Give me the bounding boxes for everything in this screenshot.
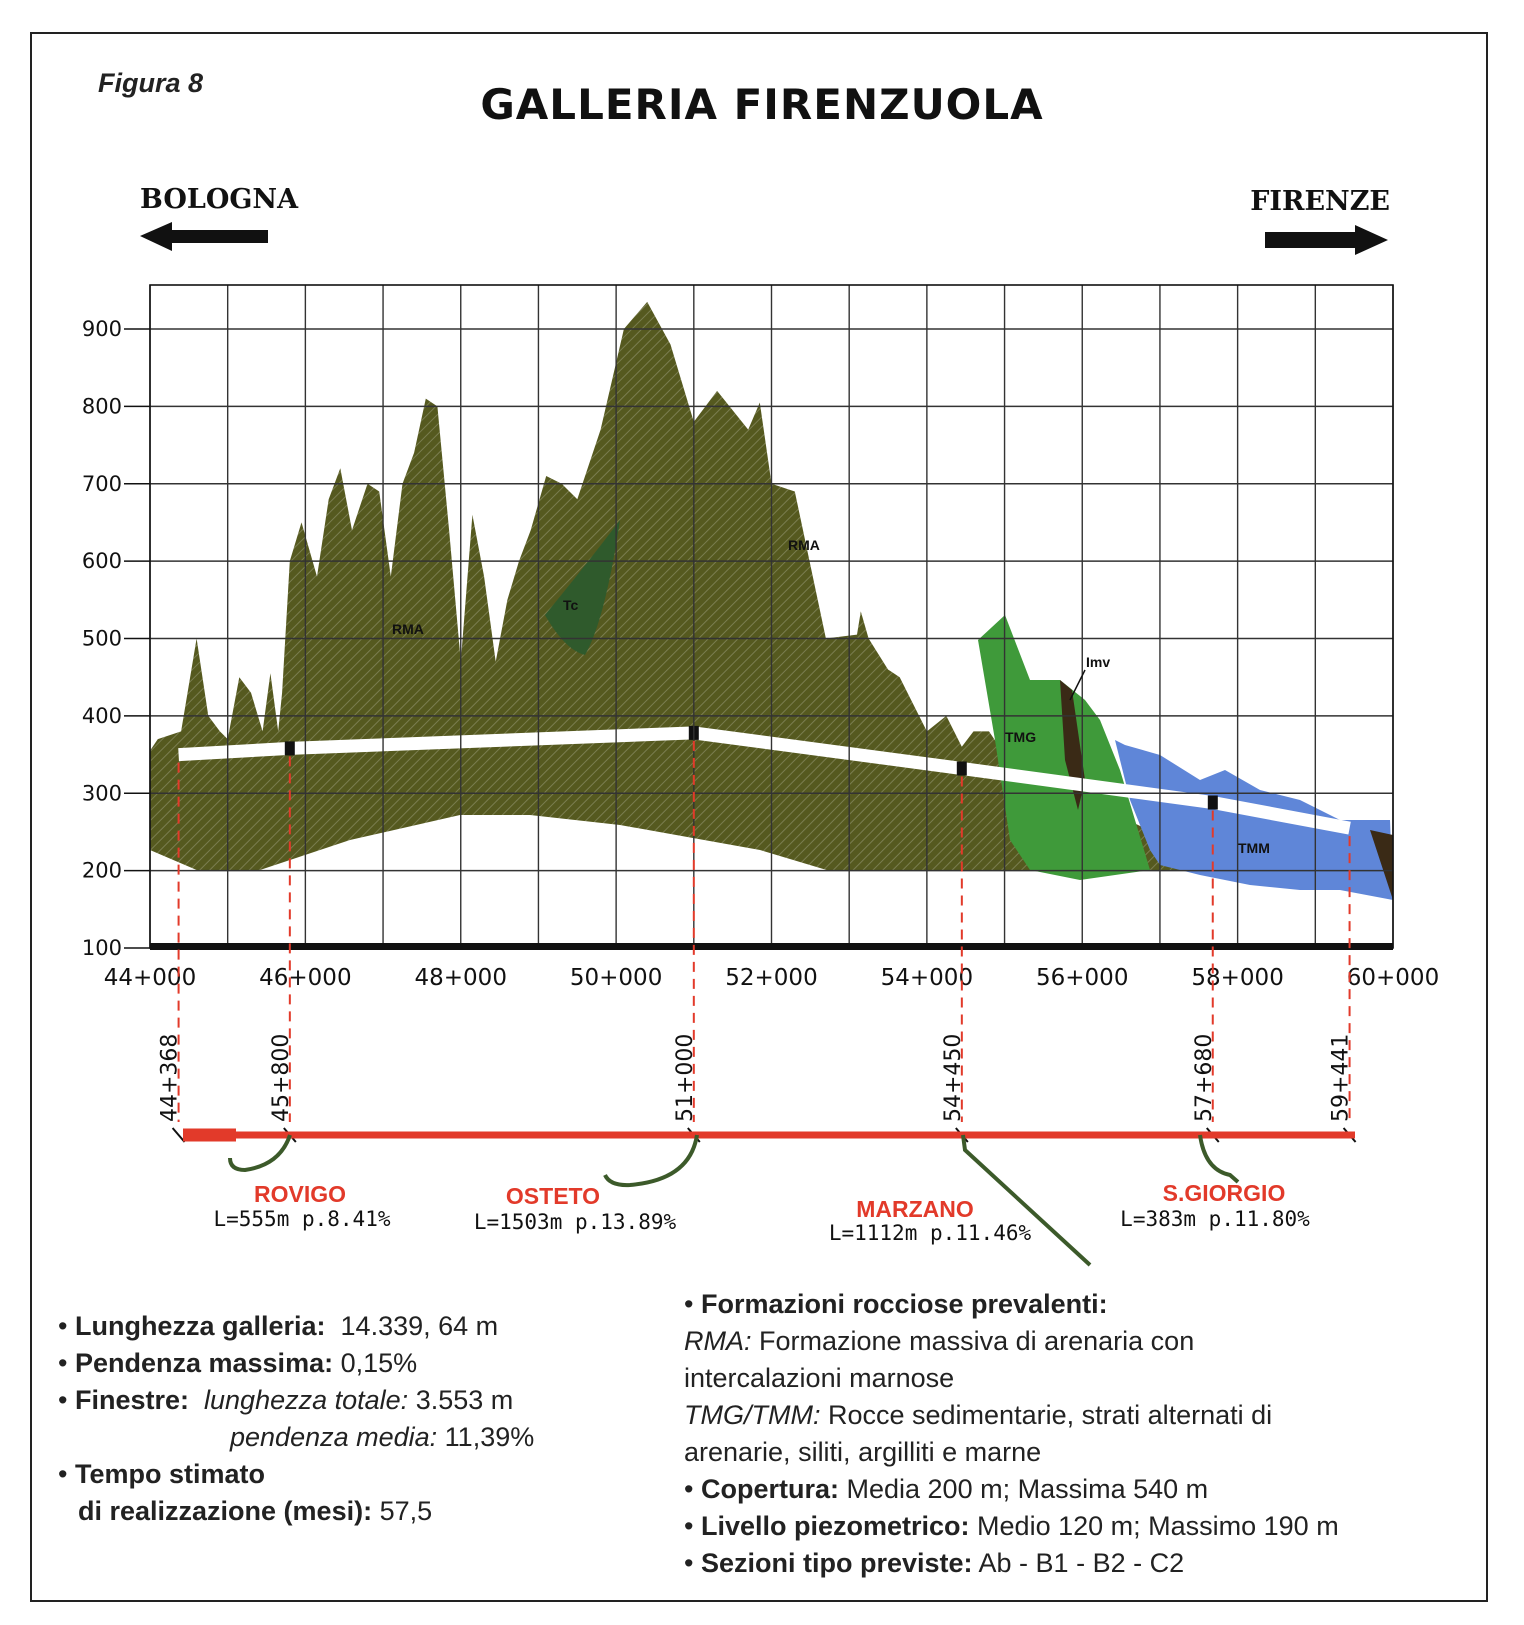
portal-label: 44+368 xyxy=(157,1033,183,1122)
window-name-rovigo: ROVIGO xyxy=(253,1181,347,1207)
x-tick-label: 56+000 xyxy=(1036,965,1129,991)
direction-label-firenze: FIRENZE xyxy=(1250,186,1390,217)
window-name-marzano: MARZANO xyxy=(856,1196,974,1222)
finestre-label: Finestre: xyxy=(74,1385,189,1415)
sezioni-value: Ab - B1 - B2 - C2 xyxy=(978,1548,1185,1578)
tmm-formation-area xyxy=(1115,740,1393,900)
tmg-text-1: Rocce sedimentarie, strati alternati di xyxy=(827,1400,1273,1430)
portal-tick-mark xyxy=(173,1128,185,1142)
arrow-left-icon xyxy=(140,222,268,251)
y-tick-label: 800 xyxy=(81,394,122,419)
window-detail-osteto: L=1503m p.13.89% xyxy=(473,1210,677,1234)
window-path-marzano xyxy=(963,1135,1090,1265)
tmg-text-2: arenarie, siliti, argilliti e marne xyxy=(684,1437,1042,1467)
formation-label: TMG xyxy=(1005,729,1037,745)
window-name-sgiorgio: S.GIORGIO xyxy=(1162,1180,1286,1206)
portal-label: 54+450 xyxy=(940,1033,966,1122)
lunghezza-label: Lunghezza galleria: xyxy=(74,1311,326,1341)
x-tick-label: 50+000 xyxy=(569,965,663,991)
finestre-pm-value: 11,39% xyxy=(444,1422,535,1452)
window-path-rovigo xyxy=(230,1135,290,1170)
rma-label: RMA: xyxy=(684,1326,752,1356)
y-tick-label: 200 xyxy=(81,858,122,883)
x-tick-label: 60+000 xyxy=(1346,965,1440,991)
window-detail-rovigo: L=555m p.8.41% xyxy=(213,1207,391,1231)
window-path-sgiorgio xyxy=(1200,1135,1238,1182)
window-junction-marker xyxy=(285,741,295,755)
pendenza-value: 0,15% xyxy=(340,1348,418,1378)
tempo-value: 57,5 xyxy=(379,1496,433,1526)
window-name-osteto: OSTETO xyxy=(505,1183,601,1209)
x-tick-label: 54+000 xyxy=(880,965,974,991)
y-tick-label: 900 xyxy=(81,317,122,341)
chart-title: GALLERIA FIRENZUOLA xyxy=(480,80,1044,129)
y-tick-label: 300 xyxy=(81,781,122,806)
x-tick-label: 52+000 xyxy=(725,965,818,991)
rma-text-2: intercalazioni marnose xyxy=(684,1363,955,1393)
finestre-pm-label: pendenza media: xyxy=(230,1422,438,1452)
arrow-right-icon xyxy=(1265,225,1388,255)
copertura-label: Copertura: xyxy=(700,1474,839,1504)
finestre-lt-value: 3.553 m xyxy=(415,1385,514,1415)
y-tick-label: 100 xyxy=(81,936,122,960)
formation-label: TMM xyxy=(1238,840,1270,856)
tunnel-plan xyxy=(183,1135,1355,1265)
formation-label: Tc xyxy=(563,597,579,613)
tempo-label-1: Tempo stimato xyxy=(74,1459,265,1489)
rma-text-1: Formazione massiva di arenaria con xyxy=(759,1326,1195,1356)
finestre-lt-label: lunghezza totale: xyxy=(204,1385,409,1415)
formazioni-heading: Formazioni rocciose prevalenti: xyxy=(700,1289,1108,1319)
x-axis-baseline xyxy=(150,943,1393,950)
tmg-label: TMG/TMM: xyxy=(684,1400,821,1430)
window-junction-marker xyxy=(957,762,967,776)
info-left: • Lunghezza galleria: 14.339, 64 m • Pendenza massima: 0,15% • Finestre: lunghezza totale: 3.553 m pendenza media: 11,39% • Tempo stimato di realizzazione (mesi): 57,5 xyxy=(58,1311,535,1526)
livello-value: Medio 120 m; Massimo 190 m xyxy=(977,1511,1339,1541)
formation-label: RMA xyxy=(392,621,424,637)
copertura-value: Media 200 m; Massima 540 m xyxy=(846,1474,1209,1504)
x-tick-label: 58+000 xyxy=(1191,965,1284,991)
window-detail-sgiorgio: L=383m p.11.80% xyxy=(1120,1207,1310,1231)
portal-label: 57+680 xyxy=(1191,1033,1217,1122)
window-detail-marzano: L=1112m p.11.46% xyxy=(828,1221,1032,1245)
window-junction-marker xyxy=(1208,796,1218,810)
sezioni-label: Sezioni tipo previste: xyxy=(700,1548,973,1578)
livello-label: Livello piezometrico: xyxy=(700,1511,970,1541)
portal-label: 59+441 xyxy=(1328,1033,1354,1122)
x-tick-label: 46+000 xyxy=(259,965,352,991)
y-tick-label: 600 xyxy=(81,549,122,574)
lunghezza-value: 14.339, 64 m xyxy=(340,1311,499,1341)
x-tick-label: 48+000 xyxy=(414,965,507,991)
direction-label-bologna: BOLOGNA xyxy=(140,184,299,215)
tempo-label-2: di realizzazione (mesi): xyxy=(78,1496,373,1526)
y-tick-label: 400 xyxy=(81,703,122,728)
pendenza-label: Pendenza massima: xyxy=(74,1348,334,1378)
portal-label: 51+000 xyxy=(672,1033,698,1122)
formation-label: Imv xyxy=(1086,654,1111,670)
formation-label: RMA xyxy=(788,537,820,553)
x-tick-label: 44+000 xyxy=(103,965,197,991)
figure-label: Figura 8 xyxy=(98,68,204,98)
portal-label: 45+800 xyxy=(268,1033,294,1122)
window-path-osteto xyxy=(605,1135,697,1185)
info-right: • Formazioni rocciose prevalenti: RMA: Formazione massiva di arenaria con intercalazioni marnose TMG/TMM: Rocce sedimentarie, strati alternati di arenarie, siliti, argilliti e marne • Copertura: Media 200 m; Massima 540 m • Livello piezometrico: Medio 120 m; Massimo 190 m • Sezioni tipo previste: Ab - B1 - B2 - C2 xyxy=(684,1289,1339,1578)
y-tick-label: 500 xyxy=(81,626,122,651)
y-tick-label: 700 xyxy=(81,471,122,496)
